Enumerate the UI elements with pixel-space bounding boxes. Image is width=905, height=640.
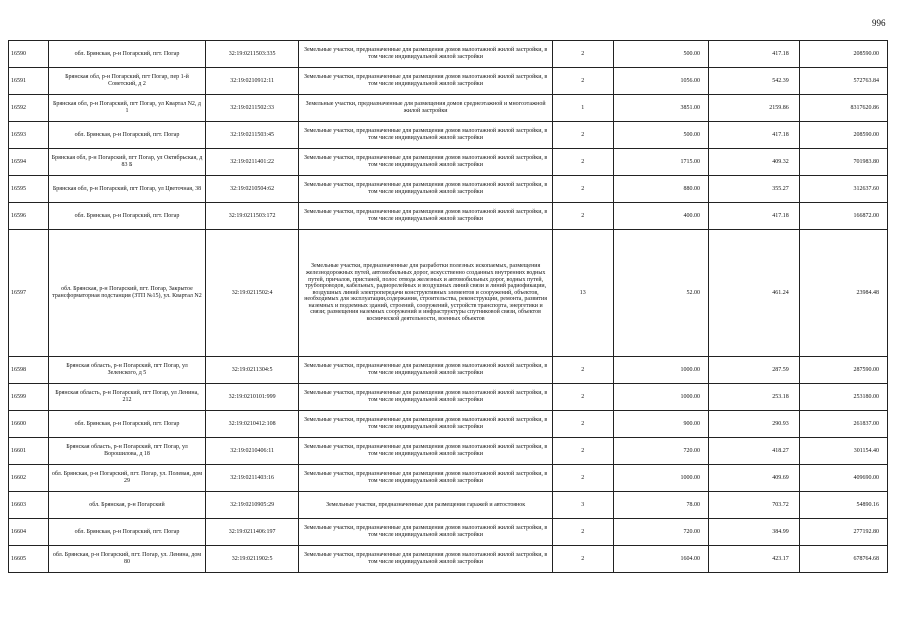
cadastral-value-cell: 701983.80 xyxy=(799,149,887,176)
land-use-cell: Земельные участки, предназначенные для размещения домов малоэтажной жилой застройки, в том числе индивидуальной жилой застройки xyxy=(299,149,553,176)
area-cell: 3851.00 xyxy=(613,95,709,122)
specific-value-cell: 253.18 xyxy=(709,384,800,411)
category-cell: 2 xyxy=(553,122,613,149)
land-use-cell: Земельные участки, предназначенные для размещения домов малоэтажной жилой застройки, в том числе индивидуальной жилой застройки xyxy=(299,519,553,546)
land-use-cell: Земельные участки, предназначенные для размещения домов малоэтажной жилой застройки, в том числе индивидуальной жилой застройки xyxy=(299,68,553,95)
area-cell: 500.00 xyxy=(613,122,709,149)
cadastral-number-cell: 32:19:0211902:5 xyxy=(206,546,299,573)
land-use-cell: Земельные участки, предназначенные для размещения домов среднеэтажной и многоэтажной жилой застройки xyxy=(299,95,553,122)
cadastral-value-cell: 166872.00 xyxy=(799,203,887,230)
area-cell: 1000.00 xyxy=(613,465,709,492)
area-cell: 1000.00 xyxy=(613,357,709,384)
category-cell: 2 xyxy=(553,176,613,203)
land-use-cell: Земельные участки, предназначенные для разработки полезных ископаемых, размещения железнодорожных путей, автомобильных дорог, искусственно созданных внутренних водных путей, причалов, пристаней, полос отвода железных и автомобильных дорог, водных путей, трубопроводов, кабельных, радиорелейных и воздушных линий связи и линий радиофикации, воздушных линий электропередачи конструктивных элементов и сооружений, объектов, необходимых для эксплуатации,содержания, строительства, реконструкции, ремонта, развития наземных и подземных зданий, строений, сооружений, устройств транспорта, энергетики и связи; размещения наземных сооружений и инфраструктуры спутниковой связи, объектов космической деятельности, военных объектов xyxy=(299,230,553,357)
row-number: 16605 xyxy=(9,546,49,573)
cadastral-value-cell: 23984.48 xyxy=(799,230,887,357)
cadastral-value-cell: 312637.60 xyxy=(799,176,887,203)
row-number: 16599 xyxy=(9,384,49,411)
address-cell: Брянская обл, р-н Погарский, пгт Погар, ул Квартал N2, д 1 xyxy=(48,95,205,122)
address-cell: обл. Брянская, р-н Погарский, пгт. Погар xyxy=(48,519,205,546)
table-row xyxy=(9,546,888,573)
cadastral-number-cell: 32:19:0211403:16 xyxy=(206,465,299,492)
area-cell: 1056.00 xyxy=(613,68,709,95)
address-cell: обл. Брянская, р-н Погарский, пгт. Погар xyxy=(48,122,205,149)
address-cell: обл. Брянская, р-н Погарский, пгт. Погар, ул. Полевая, дом 29 xyxy=(48,465,205,492)
category-cell: 1 xyxy=(553,95,613,122)
specific-value-cell: 2159.86 xyxy=(709,95,800,122)
row-number: 16597 xyxy=(9,230,49,357)
table-row xyxy=(9,492,888,519)
cadastral-number-cell: 32:19:0211503:335 xyxy=(206,41,299,68)
category-cell: 2 xyxy=(553,546,613,573)
category-cell: 2 xyxy=(553,384,613,411)
land-use-cell: Земельные участки, предназначенные для размещения домов малоэтажной жилой застройки, в том числе индивидуальной жилой застройки xyxy=(299,384,553,411)
area-cell: 1000.00 xyxy=(613,384,709,411)
area-cell: 880.00 xyxy=(613,176,709,203)
table-row xyxy=(9,176,888,203)
category-cell: 2 xyxy=(553,203,613,230)
table-row xyxy=(9,122,888,149)
row-number: 16592 xyxy=(9,95,49,122)
table-row xyxy=(9,68,888,95)
specific-value-cell: 417.18 xyxy=(709,41,800,68)
land-use-cell: Земельные участки, предназначенные для размещения домов малоэтажной жилой застройки, в том числе индивидуальной жилой застройки xyxy=(299,357,553,384)
land-registry-table xyxy=(8,40,888,573)
table-row xyxy=(9,203,888,230)
cadastral-value-cell: 208590.00 xyxy=(799,122,887,149)
specific-value-cell: 409.32 xyxy=(709,149,800,176)
area-cell: 500.00 xyxy=(613,41,709,68)
row-number: 16602 xyxy=(9,465,49,492)
cadastral-value-cell: 277192.80 xyxy=(799,519,887,546)
cadastral-value-cell: 54890.16 xyxy=(799,492,887,519)
specific-value-cell: 417.18 xyxy=(709,122,800,149)
table-row xyxy=(9,41,888,68)
category-cell: 2 xyxy=(553,68,613,95)
cadastral-number-cell: 32:19:0210504:62 xyxy=(206,176,299,203)
cadastral-number-cell: 32:19:0211406:197 xyxy=(206,519,299,546)
specific-value-cell: 384.99 xyxy=(709,519,800,546)
address-cell: обл. Брянская, р-н Погарский, пгт. Погар, Закрытое трансформаторная подстанция (ЗТП №15), ул. Квартал N2 xyxy=(48,230,205,357)
category-cell: 2 xyxy=(553,438,613,465)
category-cell: 2 xyxy=(553,519,613,546)
category-cell: 3 xyxy=(553,492,613,519)
land-use-cell: Земельные участки, предназначенные для размещения гаражей и автостоянок xyxy=(299,492,553,519)
address-cell: Брянская область, р-н Погарский, пгт Погар, ул Зеленского, д 5 xyxy=(48,357,205,384)
specific-value-cell: 461.24 xyxy=(709,230,800,357)
cadastral-number-cell: 32:19:0211401:22 xyxy=(206,149,299,176)
row-number: 16596 xyxy=(9,203,49,230)
table-row xyxy=(9,438,888,465)
land-use-cell: Земельные участки, предназначенные для размещения домов малоэтажной жилой застройки, в том числе индивидуальной жилой застройки xyxy=(299,411,553,438)
category-cell: 2 xyxy=(553,41,613,68)
land-use-cell: Земельные участки, предназначенные для размещения домов малоэтажной жилой застройки, в том числе индивидуальной жилой застройки xyxy=(299,122,553,149)
specific-value-cell: 417.18 xyxy=(709,203,800,230)
address-cell: обл. Брянская, р-н Погарский, пгт. Погар xyxy=(48,411,205,438)
cadastral-value-cell: 301154.40 xyxy=(799,438,887,465)
area-cell: 900.00 xyxy=(613,411,709,438)
category-cell: 13 xyxy=(553,230,613,357)
cadastral-value-cell: 678764.68 xyxy=(799,546,887,573)
address-cell: Брянская область, р-н Погарский, пгт Погар, ул Ленина, 212 xyxy=(48,384,205,411)
address-cell: обл. Брянская, р-н Погарский, пгт. Погар, ул. Ленина, дом 80 xyxy=(48,546,205,573)
cadastral-number-cell: 32:19:0210905:29 xyxy=(206,492,299,519)
land-use-cell: Земельные участки, предназначенные для размещения домов малоэтажной жилой застройки, в том числе индивидуальной жилой застройки xyxy=(299,546,553,573)
row-number: 16604 xyxy=(9,519,49,546)
land-use-cell: Земельные участки, предназначенные для размещения домов малоэтажной жилой застройки, в том числе индивидуальной жилой застройки xyxy=(299,465,553,492)
land-use-cell: Земельные участки, предназначенные для размещения домов малоэтажной жилой застройки, в том числе индивидуальной жилой застройки xyxy=(299,41,553,68)
row-number: 16603 xyxy=(9,492,49,519)
address-cell: Брянская область, р-н Погарский, пгт Погар, ул Ворошилова, д 18 xyxy=(48,438,205,465)
land-use-cell: Земельные участки, предназначенные для размещения домов малоэтажной жилой застройки, в том числе индивидуальной жилой застройки xyxy=(299,203,553,230)
table-row xyxy=(9,384,888,411)
cadastral-number-cell: 32:19:0210412:108 xyxy=(206,411,299,438)
cadastral-value-cell: 253180.00 xyxy=(799,384,887,411)
row-number: 16591 xyxy=(9,68,49,95)
specific-value-cell: 409.69 xyxy=(709,465,800,492)
area-cell: 400.00 xyxy=(613,203,709,230)
area-cell: 78.00 xyxy=(613,492,709,519)
row-number: 16594 xyxy=(9,149,49,176)
page-number: 996 xyxy=(872,18,886,28)
category-cell: 2 xyxy=(553,357,613,384)
specific-value-cell: 290.93 xyxy=(709,411,800,438)
cadastral-number-cell: 32:19:0210406:11 xyxy=(206,438,299,465)
address-cell: Брянская обл, р-н Погарский, пгт Погар, пер 1-й Советский, д 2 xyxy=(48,68,205,95)
area-cell: 1715.00 xyxy=(613,149,709,176)
area-cell: 1604.00 xyxy=(613,546,709,573)
address-cell: обл. Брянская, р-н Погарский xyxy=(48,492,205,519)
table-row xyxy=(9,149,888,176)
table-row xyxy=(9,230,888,357)
specific-value-cell: 703.72 xyxy=(709,492,800,519)
row-number: 16601 xyxy=(9,438,49,465)
cadastral-value-cell: 8317620.86 xyxy=(799,95,887,122)
table-row xyxy=(9,95,888,122)
address-cell: Брянская обл, р-н Погарский, пгт Погар, ул Цветочная, 38 xyxy=(48,176,205,203)
row-number: 16593 xyxy=(9,122,49,149)
category-cell: 2 xyxy=(553,411,613,438)
table-row xyxy=(9,411,888,438)
area-cell: 720.00 xyxy=(613,438,709,465)
cadastral-number-cell: 32:19:0211503:45 xyxy=(206,122,299,149)
cadastral-number-cell: 32:19:0210101:999 xyxy=(206,384,299,411)
cadastral-value-cell: 409690.00 xyxy=(799,465,887,492)
row-number: 16595 xyxy=(9,176,49,203)
land-use-cell: Земельные участки, предназначенные для размещения домов малоэтажной жилой застройки, в том числе индивидуальной жилой застройки xyxy=(299,176,553,203)
row-number: 16598 xyxy=(9,357,49,384)
address-cell: обл. Брянская, р-н Погарский, пгт. Погар xyxy=(48,41,205,68)
specific-value-cell: 355.27 xyxy=(709,176,800,203)
area-cell: 720.00 xyxy=(613,519,709,546)
cadastral-value-cell: 208590.00 xyxy=(799,41,887,68)
registry-body xyxy=(9,41,888,573)
category-cell: 2 xyxy=(553,465,613,492)
cadastral-value-cell: 572763.84 xyxy=(799,68,887,95)
cadastral-number-cell: 32:19:0211502:4 xyxy=(206,230,299,357)
specific-value-cell: 287.59 xyxy=(709,357,800,384)
category-cell: 2 xyxy=(553,149,613,176)
specific-value-cell: 542.39 xyxy=(709,68,800,95)
address-cell: Брянская обл, р-н Погарский, пгт Погар, ул Октябрьская, д 83 Б xyxy=(48,149,205,176)
specific-value-cell: 418.27 xyxy=(709,438,800,465)
row-number: 16600 xyxy=(9,411,49,438)
specific-value-cell: 423.17 xyxy=(709,546,800,573)
table-row xyxy=(9,357,888,384)
cadastral-value-cell: 287590.00 xyxy=(799,357,887,384)
cadastral-number-cell: 32:19:0210912:11 xyxy=(206,68,299,95)
cadastral-value-cell: 261837.00 xyxy=(799,411,887,438)
table-row xyxy=(9,465,888,492)
row-number: 16590 xyxy=(9,41,49,68)
cadastral-number-cell: 32:19:0211503:172 xyxy=(206,203,299,230)
table-row xyxy=(9,519,888,546)
land-use-cell: Земельные участки, предназначенные для размещения домов малоэтажной жилой застройки, в том числе индивидуальной жилой застройки xyxy=(299,438,553,465)
cadastral-number-cell: 32:19:0211502:33 xyxy=(206,95,299,122)
cadastral-number-cell: 32:19:0211304:5 xyxy=(206,357,299,384)
area-cell: 52.00 xyxy=(613,230,709,357)
address-cell: обл. Брянская, р-н Погарский, пгт. Погар xyxy=(48,203,205,230)
